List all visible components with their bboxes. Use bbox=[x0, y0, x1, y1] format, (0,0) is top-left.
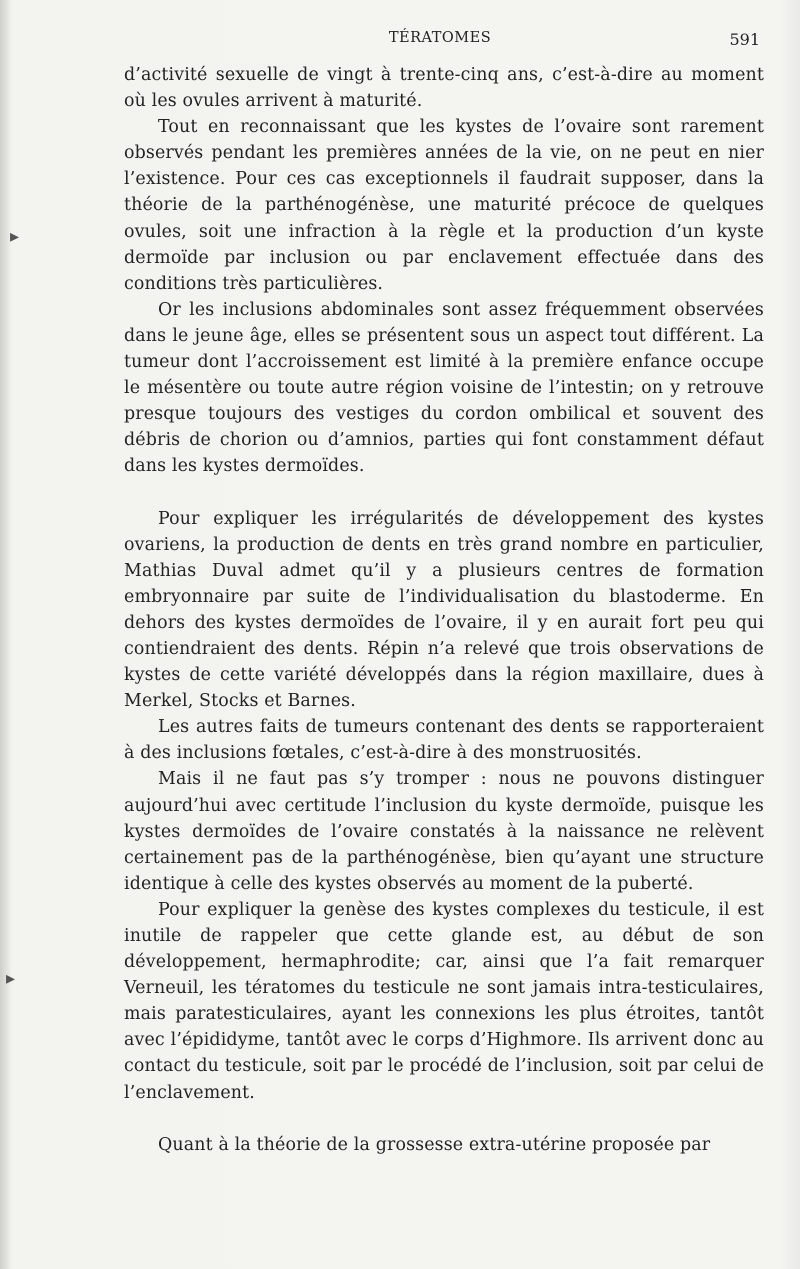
paragraph-1: d’activité sexuelle de vingt à trente-cinq ans, c’est-à-dire au moment où les ovules arrivent à maturité. bbox=[124, 65, 764, 112]
page-number: 591 bbox=[729, 30, 760, 49]
paragraph-5: Les autres faits de tumeurs contenant des dents se rapporteraient à des inclusions fœtales, c’est-à-dire à des monstruosités. bbox=[124, 717, 764, 764]
body-text bbox=[124, 62, 764, 1158]
page-binding-edge bbox=[0, 0, 10, 1269]
page-header bbox=[120, 28, 760, 52]
paragraph-2: Tout en reconnaissant que les kystes de l’ovaire sont rarement observés pendant les premières années de la vie, on ne peut en nier l’existence. Pour ces cas exceptionnels il faudrait supposer, dans la théorie de la parthénogénèse, une maturité précoce de quelques ovules, soit une infraction à la règle et la production d’un kyste dermoïde par inclusion ou par enclavement effectuée dans des conditions très particulières. bbox=[124, 117, 764, 294]
running-title: TÉRATOMES bbox=[388, 30, 492, 46]
paragraph-7: Pour expliquer la genèse des kystes complexes du testicule, il est inutile de rappeler que cette glande est, au début de son développement, hermaphrodite; car, ainsi que l’a fait remarquer Verneuil, les tératomes du testicule ne sont jamais intra-testiculaires, mais paratesticulaires, ayant les connexions les plus étroites, tantôt avec l’épididyme, tantôt avec le corps d’Highmore. Ils arrivent donc au contact du testicule, soit par le procédé de l’inclusion, soit par celui de l’enclavement. bbox=[124, 899, 764, 1103]
margin-ink-mark: ▸ bbox=[10, 226, 20, 247]
margin-ink-mark: ▸ bbox=[6, 968, 16, 989]
paragraph-4: Pour expliquer les irrégularités de développement des kystes ovariens, la production de dents en très grand nombre en particulier, Mathias Duval admet qu’il y a plusieurs centres de formation embryonnaire par suite de l’individualisation du blastoderme. En dehors des kystes dermoïdes de l’ovaire, il y en aurait fort peu qui contiendraient des dents. Répin n’a relevé que trois observations de kystes de cette variété développés dans la région maxillaire, dues à Merkel, Stocks et Barnes. bbox=[124, 508, 764, 712]
paragraph-8: Quant à la théorie de la grossesse extra-utérine proposée par bbox=[158, 1134, 711, 1155]
paragraph-3: Or les inclusions abdominales sont assez fréquemment observées dans le jeune âge, elles se présentent sous un aspect tout différent. La tumeur dont l’accroissement est limité à la première enfance occupe le mésentère ou toute autre région voisine de l’intestin; on y retrouve presque toujours des vestiges du cordon ombilical et souvent des débris de chorion ou d’amnios, parties qui font constamment défaut dans les kystes dermoïdes. bbox=[124, 299, 764, 477]
paragraph-6: Mais il ne faut pas s’y tromper : nous ne pouvons distinguer aujourd’hui avec certitude l’inclusion du kyste dermoïde, puisque les kystes dermoïdes de l’ovaire constatés à la naissance ne relèvent certainement pas de la parthénogénèse, bien qu’ayant une structure identique à celle des kystes observés au moment de la puberté. bbox=[124, 769, 764, 894]
